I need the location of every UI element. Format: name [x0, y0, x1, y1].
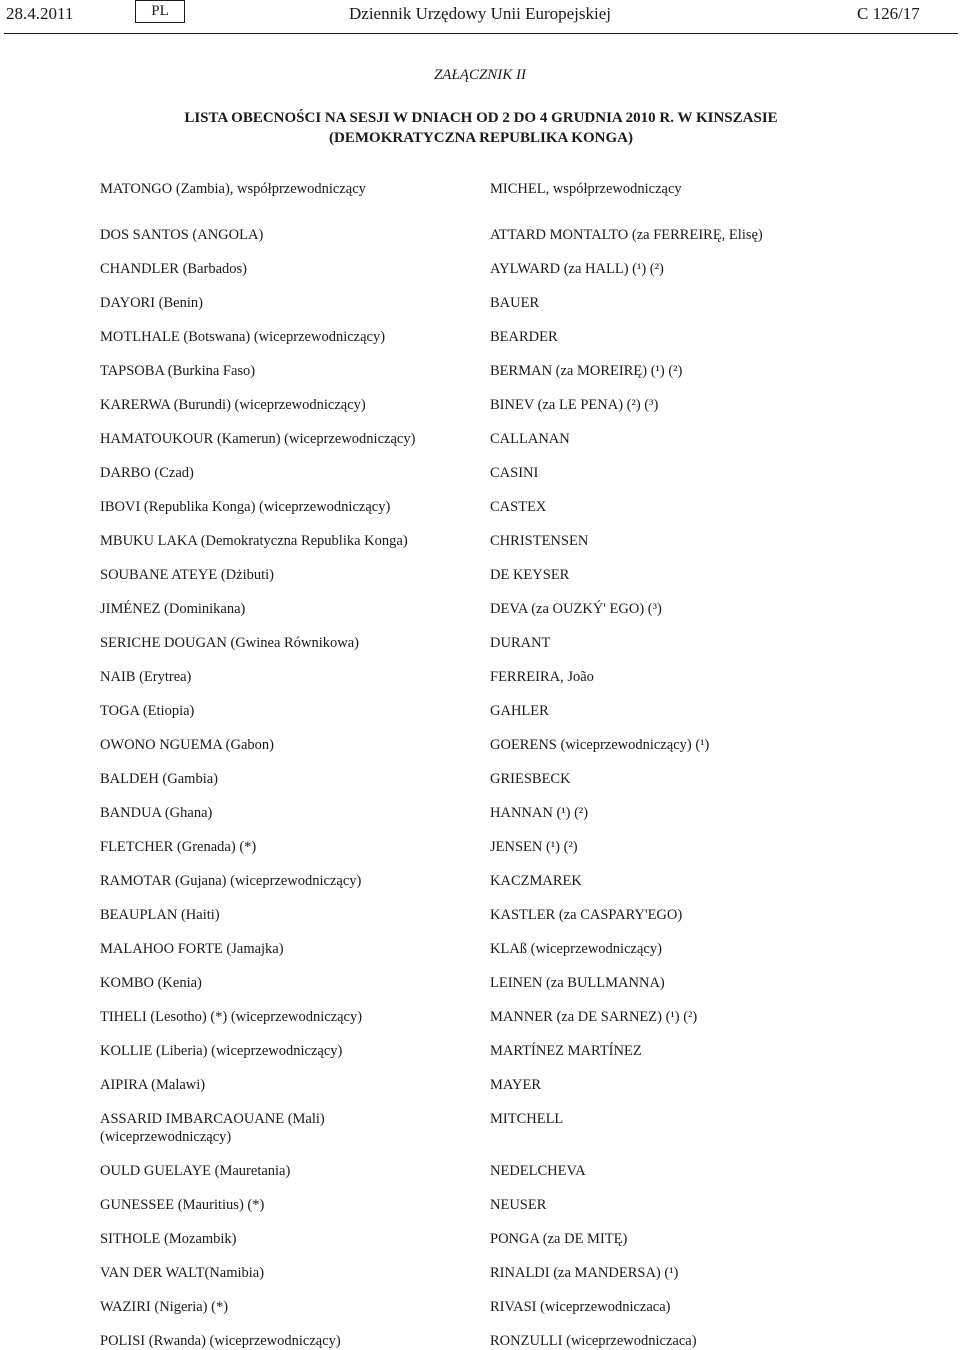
ep-member: RONZULLI (wiceprzewodniczaca) — [490, 1333, 697, 1349]
ep-member: GAHLER — [490, 703, 549, 719]
ep-member: GRIESBECK — [490, 771, 571, 787]
acp-member — [100, 328, 460, 346]
ep-member: GOERENS (wiceprzewodniczący) (¹) — [490, 737, 710, 753]
ep-member: KASTLER (za CASPARY'EGO) — [490, 907, 683, 923]
acp-member-name: NAIB (Erytrea) — [100, 669, 192, 685]
header-divider — [4, 33, 958, 34]
acp-member-name: JIMÉNEZ (Dominikana) — [100, 601, 246, 617]
acp-member — [100, 464, 460, 482]
acp-member-name: AIPIRA (Malawi) — [100, 1077, 206, 1093]
acp-member — [100, 906, 460, 924]
acp-member — [100, 430, 460, 448]
ep-member: DE KEYSER — [490, 567, 570, 583]
ep-member: DEVA (za OUZKÝ' EGO) (³) — [490, 601, 662, 617]
ep-member: HANNAN (¹) (²) — [490, 805, 589, 821]
publication-date: 28.4.2011 — [6, 4, 74, 23]
acp-member — [100, 1196, 460, 1214]
ep-member: BINEV (za LE PENA) (²) (³) — [490, 397, 659, 413]
acp-member — [100, 362, 460, 380]
ep-member: AYLWARD (za HALL) (¹) (²) — [490, 261, 664, 277]
acp-member-name: OWONO NGUEMA (Gabon) — [100, 737, 274, 753]
acp-member-name: VAN DER WALT(Namibia) — [100, 1265, 265, 1281]
ep-member: MARTÍNEZ MARTÍNEZ — [490, 1043, 642, 1059]
acp-member — [100, 804, 460, 822]
ep-member: KACZMAREK — [490, 873, 582, 889]
acp-member — [100, 1298, 460, 1316]
acp-member — [100, 1076, 460, 1094]
acp-member — [100, 180, 460, 198]
acp-member — [100, 634, 460, 652]
acp-member — [100, 532, 460, 550]
acp-member — [100, 566, 460, 584]
acp-member-name: POLISI (Rwanda) (wiceprzewodniczący) — [100, 1333, 341, 1349]
acp-member — [100, 702, 460, 720]
acp-member-name: MOTLHALE (Botswana) (wiceprzewodniczący) — [100, 329, 386, 345]
acp-member-name: FLETCHER (Grenada) (*) — [100, 839, 257, 855]
acp-member-name: BALDEH (Gambia) — [100, 771, 218, 787]
title-line-2: (DEMOKRATYCZNA REPUBLIKA KONGA) — [329, 130, 633, 146]
page-header — [0, 0, 960, 28]
ep-member: CASINI — [490, 465, 539, 481]
acp-member-name: BEAUPLAN (Haiti) — [100, 907, 220, 923]
title-line-1: LISTA OBECNOŚCI NA SESJI W DNIACH OD 2 DO 4 GRUDNIA 2010 R. W KINSZASIE — [184, 110, 778, 126]
acp-member — [100, 600, 460, 618]
acp-member — [100, 1110, 460, 1146]
ep-member: CASTEX — [490, 499, 547, 515]
acp-member — [100, 974, 460, 992]
ep-member: RIVASI (wiceprzewodniczaca) — [490, 1299, 671, 1315]
acp-member — [100, 1162, 460, 1180]
ep-member: MANNER (za DE SARNEZ) (¹) (²) — [490, 1009, 698, 1025]
acp-member-name: HAMATOUKOUR (Kamerun) (wiceprzewodniczący) — [100, 431, 416, 447]
ep-member: MITCHELL — [490, 1111, 564, 1127]
acp-member-name: SERICHE DOUGAN (Gwinea Równikowa) — [100, 635, 359, 651]
ep-member: NEUSER — [490, 1197, 547, 1213]
acp-member-name: CHANDLER (Barbados) — [100, 261, 247, 277]
ep-member: DURANT — [490, 635, 551, 651]
acp-member — [100, 872, 460, 890]
journal-title: Dziennik Urzędowy Unii Europejskiej — [349, 4, 612, 23]
ep-member: MICHEL, współprzewodniczący — [490, 181, 682, 197]
document-title — [100, 108, 862, 148]
ep-member: BERMAN (za MOREIRĘ) (¹) (²) — [490, 363, 683, 379]
acp-member-name: KARERWA (Burundi) (wiceprzewodniczący) — [100, 397, 366, 413]
ep-member: NEDELCHEVA — [490, 1163, 586, 1179]
acp-member — [100, 940, 460, 958]
ep-member: BAUER — [490, 295, 540, 311]
ep-member: BEARDER — [490, 329, 558, 345]
acp-member-name: IBOVI (Republika Konga) (wiceprzewodniczący) — [100, 499, 391, 515]
acp-member — [100, 294, 460, 312]
acp-member — [100, 838, 460, 856]
ep-member: ATTARD MONTALTO (za FERREIRĘ, Elisę) — [490, 227, 763, 243]
acp-member-name: KOLLIE (Liberia) (wiceprzewodniczący) — [100, 1043, 343, 1059]
acp-member-name: TAPSOBA (Burkina Faso) — [100, 363, 256, 379]
ep-member: CHRISTENSEN — [490, 533, 589, 549]
acp-member-name: OULD GUELAYE (Mauretania) — [100, 1163, 291, 1179]
language-badge: PL — [135, 0, 185, 23]
ep-member: KLAß (wiceprzewodniczący) — [490, 941, 662, 957]
acp-member-name: RAMOTAR (Gujana) (wiceprzewodniczący) — [100, 873, 362, 889]
acp-member — [100, 1008, 460, 1026]
acp-member — [100, 260, 460, 278]
acp-member — [100, 1042, 460, 1060]
acp-member — [100, 736, 460, 754]
acp-member — [100, 396, 460, 414]
acp-member-name: KOMBO (Kenia) — [100, 975, 202, 991]
acp-member — [100, 226, 460, 244]
ep-member: LEINEN (za BULLMANNA) — [490, 975, 665, 991]
acp-member-name: SOUBANE ATEYE (Dżibuti) — [100, 567, 274, 583]
acp-member-name: SITHOLE (Mozambik) — [100, 1231, 237, 1247]
ep-member: RINALDI (za MANDERSA) (¹) — [490, 1265, 679, 1281]
ep-member: PONGA (za DE MITĘ) — [490, 1231, 628, 1247]
ep-member: CALLANAN — [490, 431, 570, 447]
ep-member: JENSEN (¹) (²) — [490, 839, 578, 855]
acp-member-name: MATONGO (Zambia), współprzewodniczący — [100, 181, 366, 197]
acp-member — [100, 498, 460, 516]
acp-member-name: WAZIRI (Nigeria) (*) — [100, 1299, 229, 1315]
acp-member-name: GUNESSEE (Mauritius) (*) — [100, 1197, 265, 1213]
acp-member-name: DARBO (Czad) — [100, 465, 194, 481]
acp-member-name: DOS SANTOS (ANGOLA) — [100, 227, 264, 243]
acp-member-name: MBUKU LAKA (Demokratyczna Republika Konga) — [100, 533, 408, 549]
acp-member — [100, 1264, 460, 1282]
ep-member: FERREIRA, João — [490, 669, 594, 685]
acp-member-role: (wiceprzewodniczący) — [100, 1129, 232, 1145]
acp-member-name: MALAHOO FORTE (Jamajka) — [100, 941, 284, 957]
annex-label: ZAŁĄCZNIK II — [433, 67, 527, 83]
ep-member: MAYER — [490, 1077, 542, 1093]
acp-member-name: TIHELI (Lesotho) (*) (wiceprzewodniczący) — [100, 1009, 363, 1025]
acp-member — [100, 1332, 460, 1350]
acp-member — [100, 770, 460, 788]
acp-member-name: TOGA (Etiopia) — [100, 703, 195, 719]
page-reference: C 126/17 — [857, 4, 920, 23]
acp-member-name: BANDUA (Ghana) — [100, 805, 213, 821]
acp-member-name: ASSARID IMBARCAOUANE (Mali) — [100, 1111, 325, 1127]
acp-member-name: DAYORI (Benin) — [100, 295, 203, 311]
acp-member — [100, 668, 460, 686]
acp-member — [100, 1230, 460, 1248]
